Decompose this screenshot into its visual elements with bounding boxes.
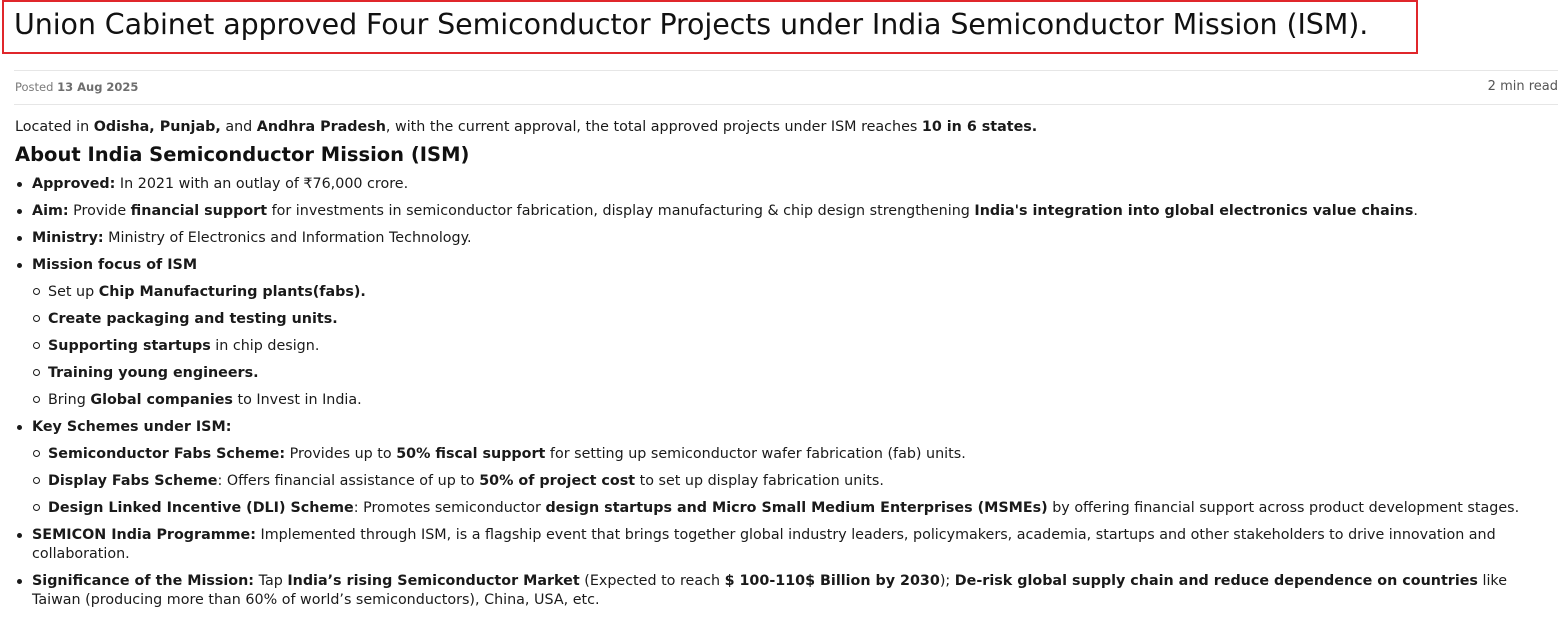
item-bold: financial support xyxy=(130,203,268,219)
item-label: Significance of the Mission: xyxy=(32,573,255,589)
section-heading: About India Semiconductor Mission (ISM) xyxy=(15,143,470,166)
meta-top-divider xyxy=(14,70,1558,71)
item-bold: Global companies xyxy=(90,392,233,408)
mission-facts-list xyxy=(15,175,1560,610)
read-time: 2 min read xyxy=(1487,79,1558,94)
item-label: Aim: xyxy=(32,203,69,219)
intro-state-bold: Andhra Pradesh xyxy=(256,119,386,135)
list-item-ministry xyxy=(15,229,1560,248)
item-text: to Invest in India. xyxy=(232,392,362,408)
item-label: Ministry: xyxy=(32,230,104,246)
item-text: : Promotes semiconductor xyxy=(353,500,546,516)
item-text: by offering financial support across product development stages. xyxy=(1047,500,1520,516)
item-bold: Supporting startups xyxy=(48,338,211,354)
item-text: In 2021 with an outlay of ₹76,000 crore. xyxy=(115,176,409,192)
item-bold: Design Linked Incentive (DLI) Scheme xyxy=(48,500,354,516)
item-text: in chip design. xyxy=(210,338,320,354)
sublist-item xyxy=(32,499,1560,518)
list-item-significance xyxy=(15,572,1560,610)
meta-bottom-divider xyxy=(14,104,1558,105)
item-bold: 50% of project cost xyxy=(479,473,636,489)
item-bold: Create packaging and testing units. xyxy=(48,311,338,327)
item-text: for investments in semiconductor fabrication, display manufacturing & chip design strengthening xyxy=(267,203,975,219)
sublist-item xyxy=(32,364,1560,383)
sublist-item xyxy=(32,391,1560,410)
item-text: : Offers financial assistance of up to xyxy=(217,473,480,489)
item-bold: design startups and Micro Small Medium Enterprises (MSMEs) xyxy=(545,500,1048,516)
item-label: Approved: xyxy=(32,176,116,192)
item-text: Bring xyxy=(48,392,91,408)
item-text: Tap xyxy=(254,573,288,589)
key-schemes-sublist xyxy=(32,445,1560,518)
list-item-aim xyxy=(15,202,1560,221)
item-bold: Semiconductor Fabs Scheme: xyxy=(48,446,286,462)
item-text: (Expected to reach xyxy=(579,573,725,589)
item-text: Set up xyxy=(48,284,99,300)
posted-label: Posted xyxy=(15,80,54,94)
intro-paragraph xyxy=(15,118,1560,142)
intro-states-bold: Odisha, Punjab, xyxy=(93,119,221,135)
item-bold: Training young engineers. xyxy=(48,365,259,381)
item-bold: India’s rising Semiconductor Market xyxy=(287,573,580,589)
item-text: to set up display fabrication units. xyxy=(635,473,884,489)
item-text: like Taiwan (producing more than 60% of world’s semiconductors), China, USA, etc. xyxy=(32,573,1507,608)
item-label: Key Schemes under ISM: xyxy=(32,419,232,435)
item-bold: Chip Manufacturing plants(fabs). xyxy=(98,284,366,300)
intro-text: Located in xyxy=(15,119,94,135)
list-item-approved xyxy=(15,175,1560,194)
sublist-item xyxy=(32,283,1560,302)
item-text: Provide xyxy=(68,203,131,219)
list-item-mission-focus xyxy=(15,256,1560,410)
item-text: . xyxy=(1413,203,1418,219)
intro-text: and xyxy=(220,119,257,135)
intro-total-bold: 10 in 6 states. xyxy=(921,119,1038,135)
mission-focus-sublist xyxy=(32,283,1560,410)
list-item-key-schemes xyxy=(15,418,1560,518)
sublist-item xyxy=(32,445,1560,464)
item-text: ); xyxy=(939,573,955,589)
article-body xyxy=(15,118,1560,618)
sublist-item xyxy=(32,310,1560,329)
item-bold: $ 100-110$ Billion by 2030 xyxy=(724,573,940,589)
item-bold: 50% fiscal support xyxy=(396,446,546,462)
list-item-semicon xyxy=(15,526,1560,564)
item-text: Implemented through ISM, is a flagship event that brings together global industry leaders, policymakers, academia, startups and other stakeholders to drive innovation and collaboration. xyxy=(32,527,1496,562)
item-bold: De-risk global supply chain and reduce dependence on countries xyxy=(954,573,1478,589)
item-label: SEMICON India Programme: xyxy=(32,527,256,543)
sublist-item xyxy=(32,337,1560,356)
sublist-item xyxy=(32,472,1560,491)
item-text: Provides up to xyxy=(285,446,397,462)
article-title: Union Cabinet approved Four Semiconductor Projects under India Semiconductor Mission (ISM). xyxy=(14,8,1369,41)
posted-date: 13 Aug 2025 xyxy=(57,80,139,94)
item-text: Ministry of Electronics and Information Technology. xyxy=(103,230,472,246)
intro-text: , with the current approval, the total approved projects under ISM reaches xyxy=(385,119,922,135)
item-text: for setting up semiconductor wafer fabrication (fab) units. xyxy=(545,446,966,462)
item-bold: India's integration into global electronics value chains xyxy=(974,203,1414,219)
item-bold: Display Fabs Scheme xyxy=(48,473,218,489)
post-meta xyxy=(15,80,138,94)
item-label: Mission focus of ISM xyxy=(32,257,198,273)
